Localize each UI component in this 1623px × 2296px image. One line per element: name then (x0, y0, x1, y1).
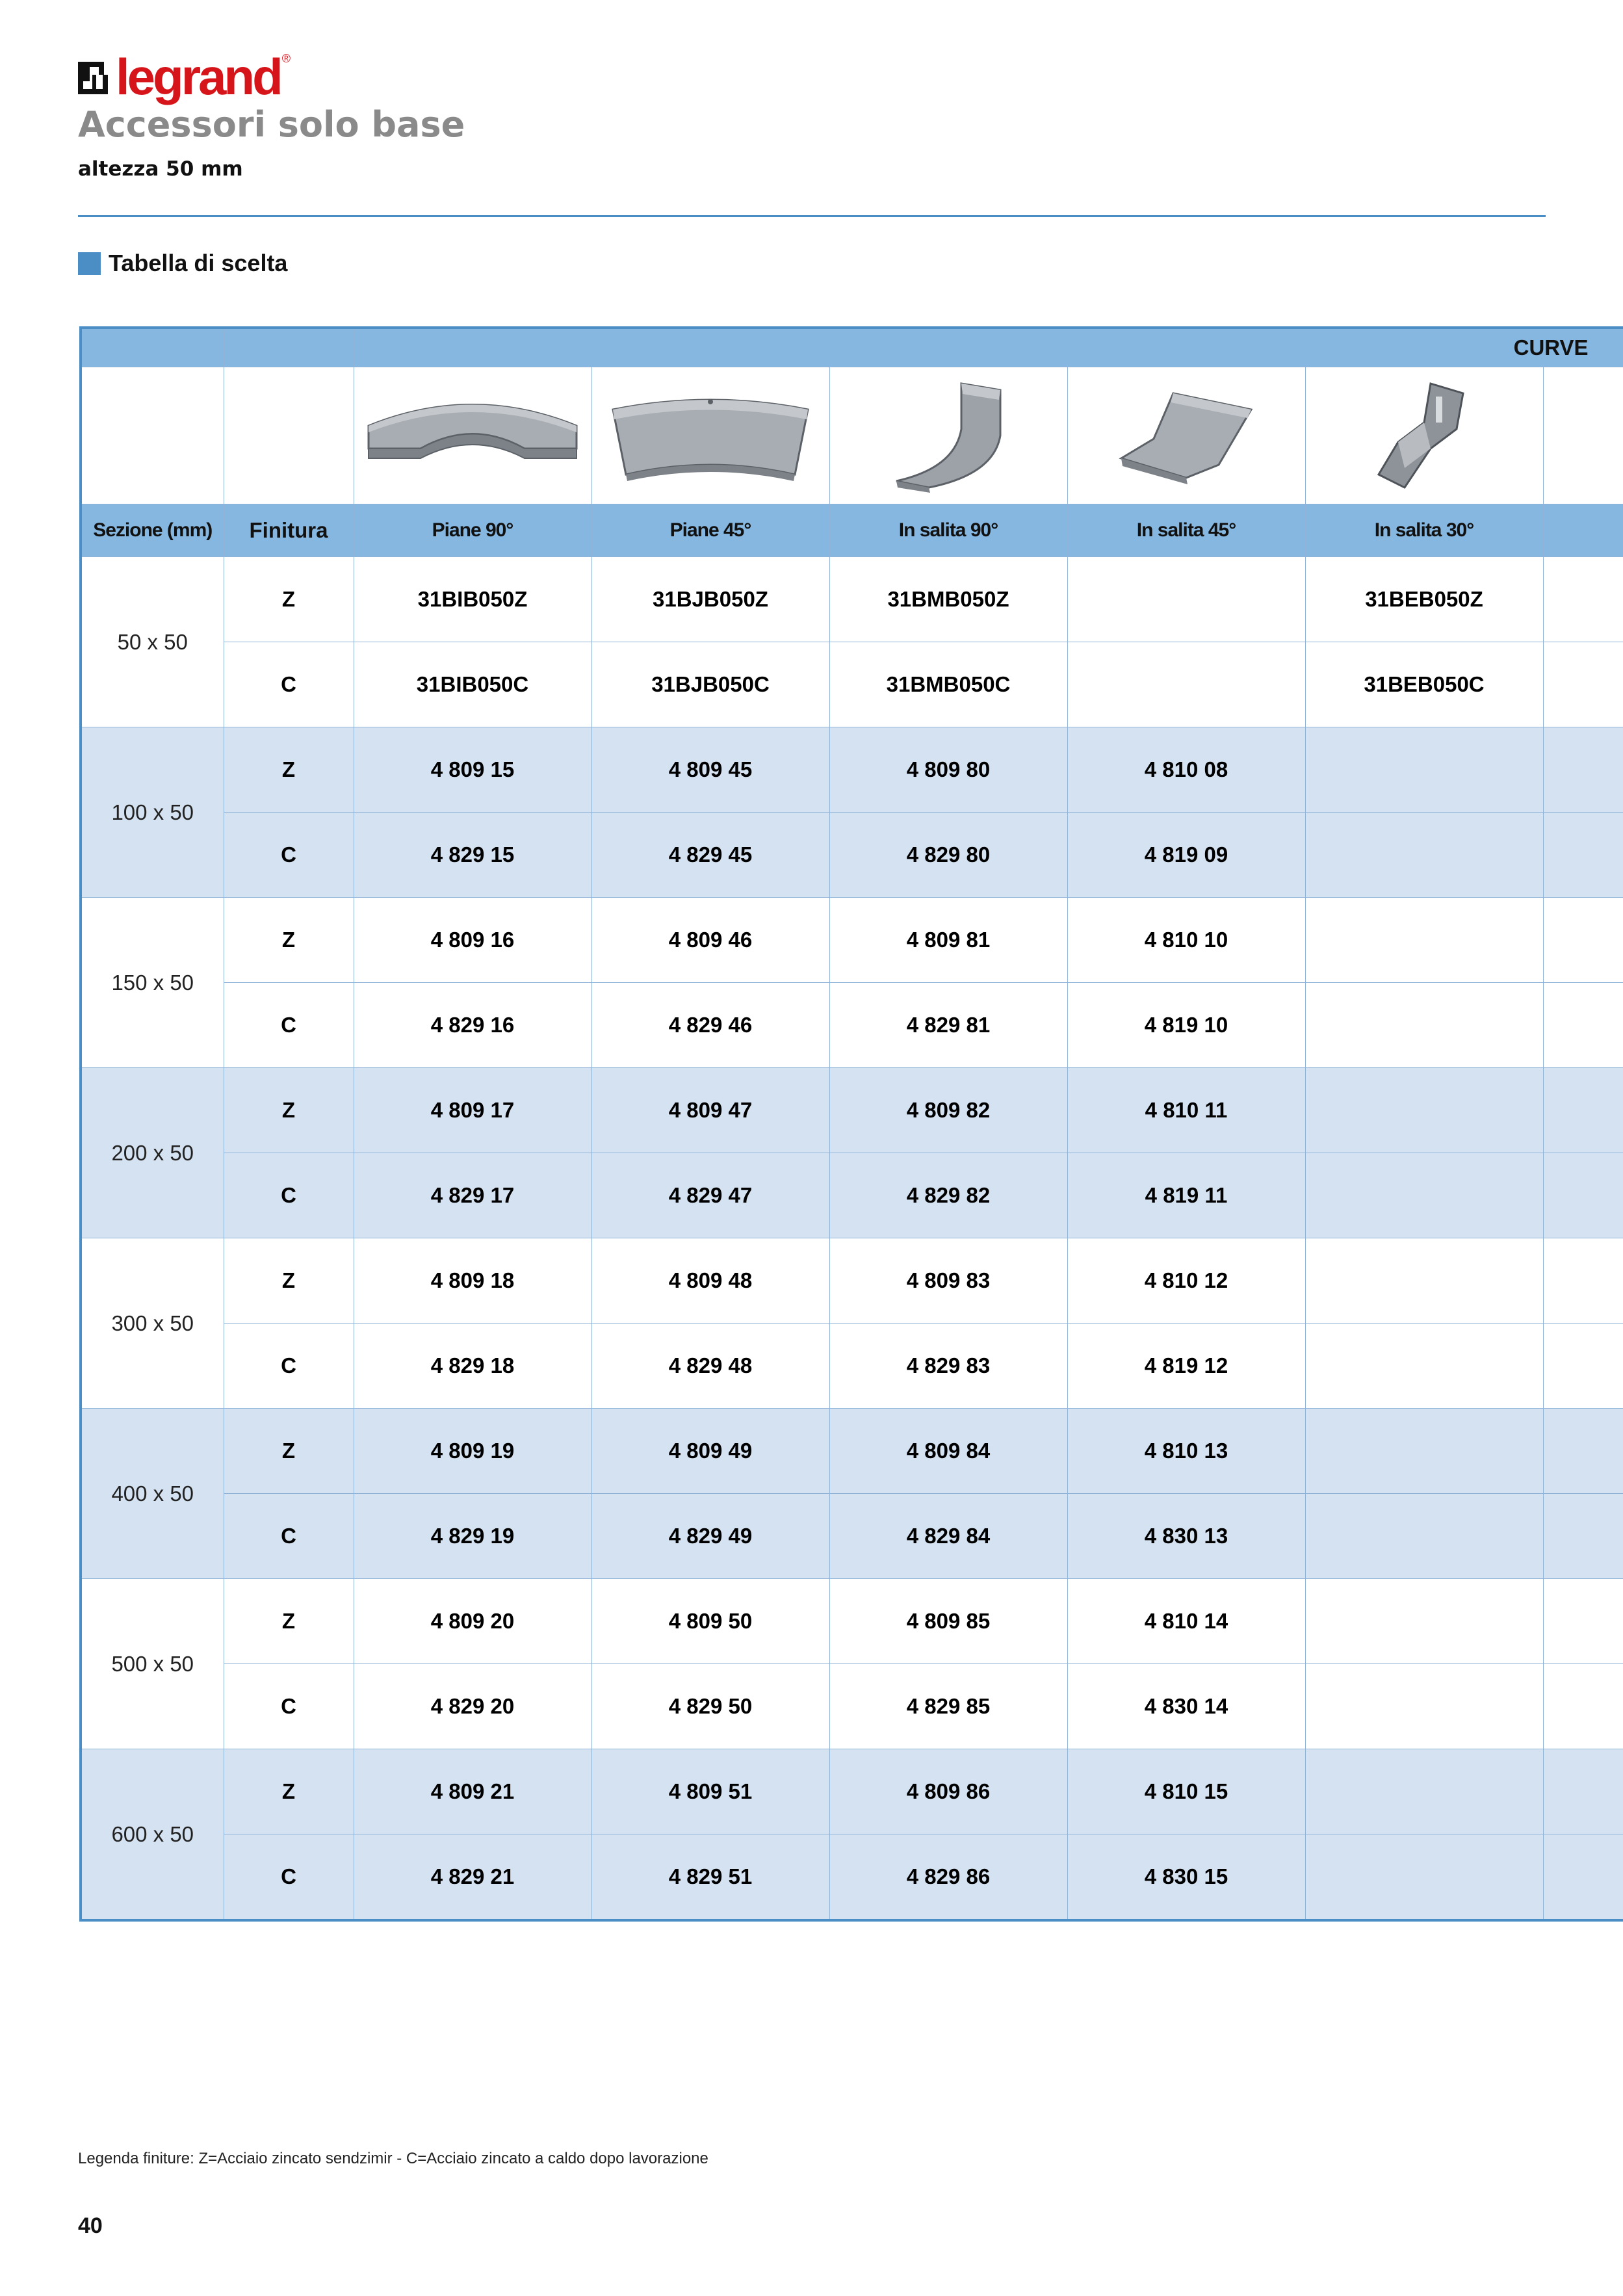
product-code-cell: 4 829 49 (591, 1494, 829, 1579)
finitura-cell: C (224, 1153, 354, 1238)
finitura-cell: C (224, 1324, 354, 1409)
product-code-cell: 4 809 51 (591, 1749, 829, 1834)
product-code-cell: 4 830 15 (1067, 1834, 1305, 1921)
product-image-row (81, 367, 1623, 504)
table-row (81, 1409, 1623, 1494)
product-code-cell: 4 809 20 (354, 1579, 591, 1664)
product-code-cell: 4 830 14 (1067, 1664, 1305, 1749)
product-code-cell: 4 829 83 (829, 1324, 1067, 1409)
category-band-row (81, 328, 1623, 367)
product-code-cell: 4 829 48 (591, 1324, 829, 1409)
product-code-cell: 4 829 84 (829, 1494, 1067, 1579)
product-code-cell: 4 810 10 (1067, 898, 1305, 983)
product-code-cell: 31BMB050C (829, 642, 1067, 727)
sezione-cell: 200 x 50 (81, 1068, 224, 1238)
finish-legend: Legenda finiture: Z=Acciaio zincato sendzimir - C=Acciaio zincato a caldo dopo lavorazione (78, 2150, 708, 2167)
product-code-cell: 4 809 49 (591, 1409, 829, 1494)
finitura-cell: Z (224, 1238, 354, 1324)
product-code-cell: 31BIB050C (354, 642, 591, 727)
riser-bend-45-image (1067, 367, 1305, 504)
riser-bend-90-icon (883, 377, 1013, 494)
sezione-cell: 50 x 50 (81, 557, 224, 727)
product-code-cell: 4 829 51 (591, 1834, 829, 1921)
finitura-cell: Z (224, 727, 354, 813)
section-label: Tabella di scelta (109, 250, 288, 276)
product-code-cell: 4 829 47 (591, 1153, 829, 1238)
product-code-cell (1305, 1664, 1543, 1749)
product-code-cell (1305, 813, 1543, 898)
product-code-cell: 4 829 20 (354, 1664, 591, 1749)
product-code-cell: 31BEB050Z (1305, 557, 1543, 642)
table-row (81, 898, 1623, 983)
product-code-cell: 4 810 11 (1067, 1068, 1305, 1153)
sezione-cell: 400 x 50 (81, 1409, 224, 1579)
product-code-cell (1305, 983, 1543, 1068)
product-code-cell: 4 829 80 (829, 813, 1067, 898)
riser-bend-90-image (829, 367, 1067, 504)
product-code-cell: 31BIB050Z (354, 557, 591, 642)
finitura-cell: Z (224, 1579, 354, 1664)
product-code-cell (1305, 1579, 1543, 1664)
finitura-cell: C (224, 1664, 354, 1749)
product-code-cell: 4 809 85 (829, 1579, 1067, 1664)
product-code-cell: 4 809 19 (354, 1409, 591, 1494)
category-band-label: CURVE (354, 328, 1623, 367)
finitura-cell: C (224, 1834, 354, 1921)
product-code-cell: 4 819 11 (1067, 1153, 1305, 1238)
product-code-cell (1067, 557, 1305, 642)
table-row (81, 1068, 1623, 1153)
product-code-cell: 4 809 86 (829, 1749, 1067, 1834)
col-header-finitura: Finitura (224, 504, 354, 557)
product-code-cell: 4 809 18 (354, 1238, 591, 1324)
product-code-cell: 4 829 19 (354, 1494, 591, 1579)
table-row (81, 1664, 1623, 1749)
selection-table (79, 326, 1623, 1922)
col-header-in-salita-30: In salita 30° (1305, 504, 1543, 557)
product-code-cell: 4 809 81 (829, 898, 1067, 983)
product-code-cell: 4 809 82 (829, 1068, 1067, 1153)
col-header-sezione: Sezione (mm) (81, 504, 224, 557)
product-code-cell: 4 829 16 (354, 983, 591, 1068)
sezione-cell: 300 x 50 (81, 1238, 224, 1409)
table-row (81, 1494, 1623, 1579)
riser-bend-30-image (1305, 367, 1543, 504)
product-code-cell: 4 809 15 (354, 727, 591, 813)
table-row (81, 1324, 1623, 1409)
product-code-cell: 4 809 50 (591, 1579, 829, 1664)
sezione-cell: 600 x 50 (81, 1749, 224, 1921)
product-code-cell: 31BJB050Z (591, 557, 829, 642)
product-code-cell: 4 829 15 (354, 813, 591, 898)
section-bullet-icon (78, 252, 101, 275)
product-code-cell (1305, 1494, 1543, 1579)
col-header-in-salita-45: In salita 45° (1067, 504, 1305, 557)
product-code-cell: 4 810 13 (1067, 1409, 1305, 1494)
column-header-row (81, 504, 1623, 557)
product-code-cell: 31BEB050C (1305, 642, 1543, 727)
product-code-cell (1305, 1749, 1543, 1834)
product-code-cell: 4 819 12 (1067, 1324, 1305, 1409)
legrand-logo (78, 48, 291, 105)
sezione-cell: 500 x 50 (81, 1579, 224, 1749)
table-row (81, 813, 1623, 898)
col-header-piane-45: Piane 45° (591, 504, 829, 557)
product-code-cell: 4 829 81 (829, 983, 1067, 1068)
finitura-cell: Z (224, 1409, 354, 1494)
col-header-in-salita-90: In salita 90° (829, 504, 1067, 557)
product-code-cell: 4 809 83 (829, 1238, 1067, 1324)
flat-bend-90-icon (362, 387, 583, 484)
product-code-cell (1305, 727, 1543, 813)
product-code-cell: 31BMB050Z (829, 557, 1067, 642)
page-subtitle: altezza 50 mm (78, 157, 243, 181)
col-header-piane-90: Piane 90° (354, 504, 591, 557)
table-row (81, 727, 1623, 813)
product-code-cell (1305, 898, 1543, 983)
product-code-cell: 4 829 21 (354, 1834, 591, 1921)
product-code-cell: 4 810 12 (1067, 1238, 1305, 1324)
product-code-cell: 4 829 17 (354, 1153, 591, 1238)
product-code-cell (1305, 1153, 1543, 1238)
flat-bend-90-image (354, 367, 591, 504)
product-code-cell: 4 809 47 (591, 1068, 829, 1153)
page-title: Accessori solo base (78, 104, 465, 145)
finitura-cell: Z (224, 557, 354, 642)
table-row (81, 983, 1623, 1068)
registered-mark: ® (281, 52, 291, 65)
finitura-cell: C (224, 813, 354, 898)
sezione-cell: 100 x 50 (81, 727, 224, 898)
product-code-cell: 4 809 46 (591, 898, 829, 983)
finitura-cell: C (224, 983, 354, 1068)
product-code-cell: 4 829 82 (829, 1153, 1067, 1238)
header-divider (78, 215, 1546, 217)
product-code-cell: 4 809 16 (354, 898, 591, 983)
product-code-cell: 4 810 15 (1067, 1749, 1305, 1834)
product-code-cell: 4 809 48 (591, 1238, 829, 1324)
product-code-cell (1067, 642, 1305, 727)
page-number: 40 (78, 2213, 103, 2238)
finitura-cell: C (224, 1494, 354, 1579)
product-code-cell: 31BJB050C (591, 642, 829, 727)
product-code-cell (1305, 1409, 1543, 1494)
riser-bend-30-icon (1359, 377, 1489, 494)
product-code-cell: 4 830 13 (1067, 1494, 1305, 1579)
riser-bend-45-icon (1108, 380, 1264, 491)
product-code-cell: 4 829 18 (354, 1324, 591, 1409)
table-row (81, 1238, 1623, 1324)
finitura-cell: Z (224, 1068, 354, 1153)
sezione-cell: 150 x 50 (81, 898, 224, 1068)
product-code-cell: 4 819 10 (1067, 983, 1305, 1068)
product-code-cell: 4 809 45 (591, 727, 829, 813)
flat-bend-45-image (591, 367, 829, 504)
section-heading (78, 250, 287, 277)
finitura-cell: Z (224, 1749, 354, 1834)
flat-bend-45-icon (600, 384, 821, 488)
product-code-cell: 4 809 80 (829, 727, 1067, 813)
finitura-cell: Z (224, 898, 354, 983)
product-code-cell (1305, 1834, 1543, 1921)
table-row (81, 642, 1623, 727)
table-row (81, 1153, 1623, 1238)
product-code-cell: 4 810 14 (1067, 1579, 1305, 1664)
table-row (81, 1749, 1623, 1834)
product-code-cell: 4 829 85 (829, 1664, 1067, 1749)
product-code-cell (1305, 1068, 1543, 1153)
product-code-cell: 4 819 09 (1067, 813, 1305, 898)
finitura-cell: C (224, 642, 354, 727)
legrand-logo-mark-icon (78, 58, 108, 96)
product-code-cell: 4 809 21 (354, 1749, 591, 1834)
product-code-cell: 4 809 17 (354, 1068, 591, 1153)
table-row (81, 1834, 1623, 1921)
product-code-cell: 4 810 08 (1067, 727, 1305, 813)
product-code-cell (1305, 1238, 1543, 1324)
table-row (81, 1579, 1623, 1664)
product-code-cell: 4 829 46 (591, 983, 829, 1068)
table-row (81, 557, 1623, 642)
product-code-cell: 4 829 86 (829, 1834, 1067, 1921)
product-code-cell: 4 809 84 (829, 1409, 1067, 1494)
brand-name: legrand (116, 48, 281, 105)
product-code-cell: 4 829 50 (591, 1664, 829, 1749)
product-code-cell (1305, 1324, 1543, 1409)
product-code-cell: 4 829 45 (591, 813, 829, 898)
